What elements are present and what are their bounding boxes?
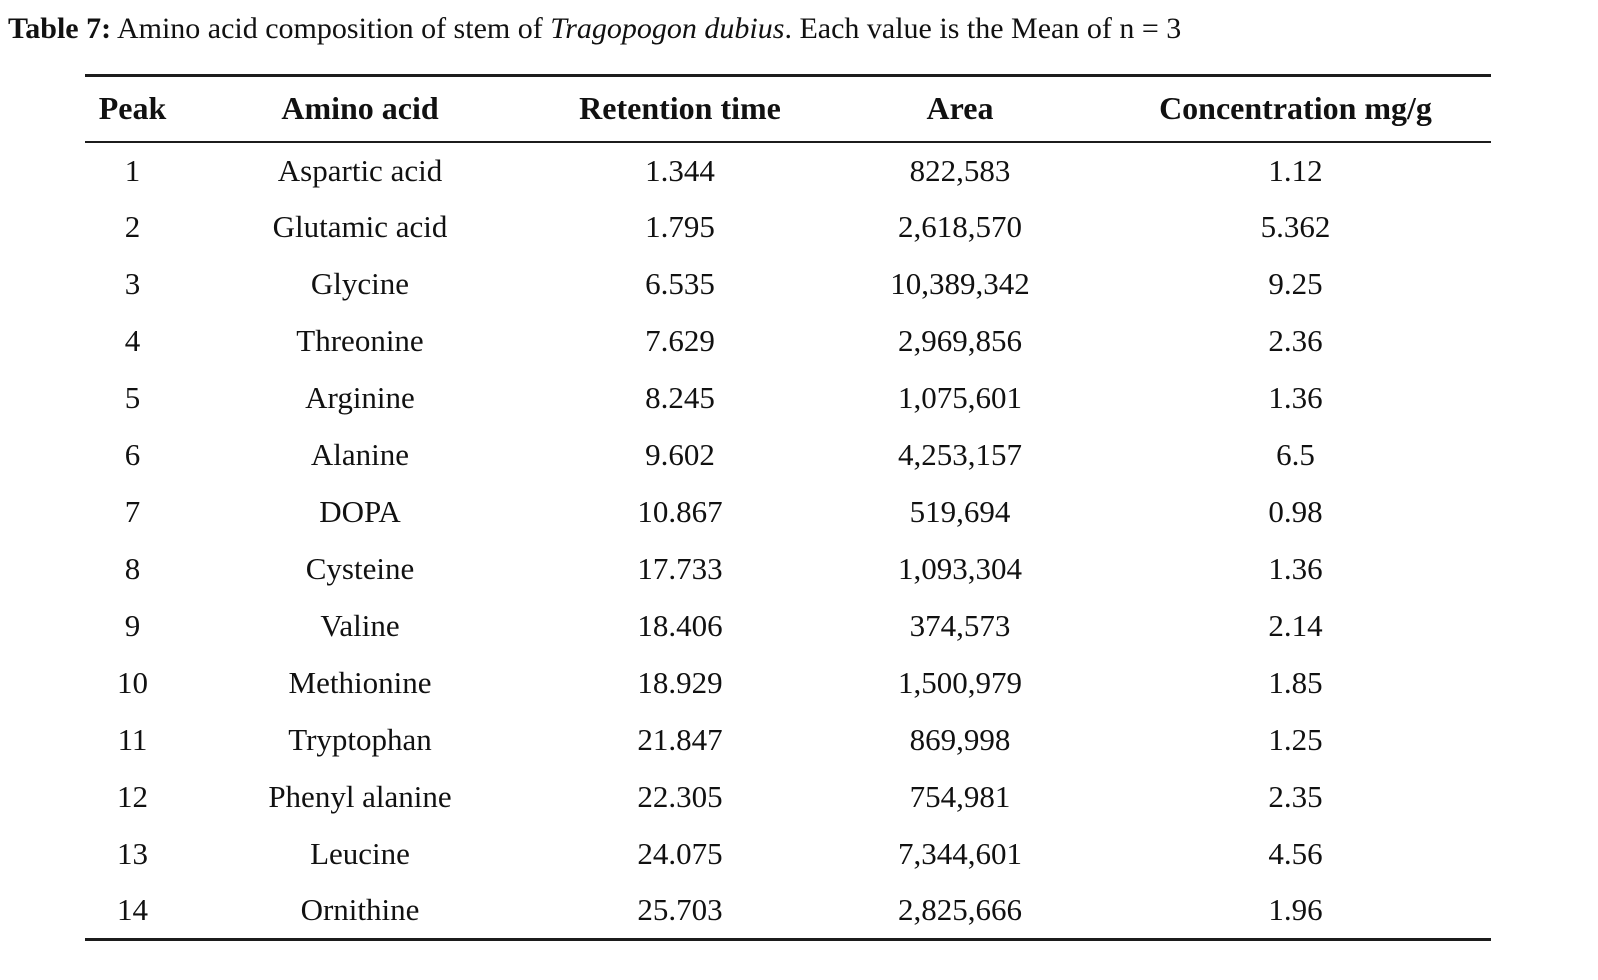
cell-area: 1,093,304 <box>898 551 1022 586</box>
cell-concentration: 2.35 <box>1268 779 1323 814</box>
cell-concentration: 1.96 <box>1268 892 1323 928</box>
cell-concentration: 1.36 <box>1268 380 1323 415</box>
cell-retention-time: 10.867 <box>637 494 723 529</box>
cell-concentration: 9.25 <box>1268 266 1323 301</box>
cell-area: 1,075,601 <box>898 380 1022 415</box>
cell-area: 4,253,157 <box>898 437 1022 472</box>
cell-concentration: 1.36 <box>1268 551 1323 586</box>
cell-peak: 10 <box>117 665 148 700</box>
cell-peak: 2 <box>124 209 141 244</box>
table-row <box>85 883 1491 940</box>
cell-amino-acid: Glycine <box>310 266 410 301</box>
cell-amino-acid: Cysteine <box>305 551 415 586</box>
table-row <box>85 256 1491 313</box>
table-row <box>85 313 1491 370</box>
cell-retention-time: 8.245 <box>645 380 715 415</box>
cell-concentration: 6.5 <box>1276 437 1315 472</box>
table-caption <box>0 0 1598 50</box>
cell-amino-acid: DOPA <box>319 494 401 529</box>
cell-retention-time: 17.733 <box>637 551 723 586</box>
cell-area: 869,998 <box>909 722 1011 757</box>
cell-retention-time: 7.629 <box>645 323 715 358</box>
table-row <box>85 712 1491 769</box>
cell-area: 374,573 <box>909 608 1011 643</box>
cell-retention-time: 18.929 <box>637 665 723 700</box>
cell-concentration: 0.98 <box>1268 494 1323 529</box>
cell-amino-acid: Aspartic acid <box>277 152 443 188</box>
cell-area: 519,694 <box>909 494 1011 529</box>
cell-peak: 5 <box>124 380 141 415</box>
cell-area: 10,389,342 <box>890 266 1030 301</box>
header-concentration: Concentration mg/g <box>1100 76 1491 142</box>
cell-peak: 6 <box>124 437 141 472</box>
cell-concentration: 2.36 <box>1268 323 1323 358</box>
cell-area: 7,344,601 <box>898 836 1022 871</box>
table-row <box>85 826 1491 883</box>
cell-amino-acid: Tryptophan <box>288 722 432 757</box>
table-caption-species: Tragopogon dubius <box>550 12 785 45</box>
cell-retention-time: 22.305 <box>637 779 723 814</box>
table-row <box>85 142 1491 199</box>
table-row <box>85 199 1491 256</box>
cell-concentration: 5.362 <box>1260 209 1331 244</box>
table-row <box>85 541 1491 598</box>
cell-area: 1,500,979 <box>898 665 1022 700</box>
cell-area: 822,583 <box>909 152 1011 188</box>
cell-retention-time: 25.703 <box>637 892 723 928</box>
cell-peak: 12 <box>117 779 148 814</box>
cell-peak: 13 <box>117 836 148 871</box>
cell-area: 754,981 <box>909 779 1011 814</box>
table-row <box>85 484 1491 541</box>
cell-amino-acid: Arginine <box>305 380 415 415</box>
header-retention-time: Retention time <box>540 76 820 142</box>
cell-retention-time: 1.795 <box>645 209 715 244</box>
table-row <box>85 769 1491 826</box>
table-row <box>85 370 1491 427</box>
cell-retention-time: 18.406 <box>637 608 723 643</box>
cell-concentration: 4.56 <box>1268 836 1323 871</box>
cell-amino-acid: Valine <box>320 608 400 643</box>
cell-concentration: 1.85 <box>1268 665 1323 700</box>
cell-peak: 9 <box>124 608 141 643</box>
cell-peak: 14 <box>117 892 148 928</box>
cell-concentration: 2.14 <box>1268 608 1323 643</box>
header-peak: Peak <box>85 76 180 142</box>
amino-acid-table <box>85 74 1491 941</box>
cell-amino-acid: Ornithine <box>300 892 420 928</box>
cell-area: 2,969,856 <box>898 323 1022 358</box>
cell-concentration: 1.12 <box>1268 152 1323 188</box>
cell-retention-time: 21.847 <box>637 722 723 757</box>
cell-amino-acid: Glutamic acid <box>272 209 448 244</box>
cell-concentration: 1.25 <box>1268 722 1323 757</box>
cell-amino-acid: Alanine <box>310 437 410 472</box>
cell-area: 2,618,570 <box>898 209 1022 244</box>
cell-peak: 8 <box>124 551 141 586</box>
cell-amino-acid: Threonine <box>296 323 424 358</box>
cell-amino-acid: Phenyl alanine <box>268 779 452 814</box>
table-row <box>85 655 1491 712</box>
table-row <box>85 598 1491 655</box>
table-row <box>85 427 1491 484</box>
cell-peak: 11 <box>117 722 148 757</box>
cell-peak: 7 <box>124 494 141 529</box>
table-header-row <box>85 76 1491 142</box>
cell-peak: 3 <box>124 266 141 301</box>
cell-retention-time: 6.535 <box>645 266 715 301</box>
cell-retention-time: 24.075 <box>637 836 723 871</box>
table-caption-text: Amino acid composition of stem of <box>111 12 551 45</box>
cell-peak: 4 <box>124 323 141 358</box>
cell-retention-time: 1.344 <box>645 152 715 188</box>
cell-amino-acid: Leucine <box>310 836 410 871</box>
cell-amino-acid: Methionine <box>288 665 432 700</box>
table-caption-label: Table 7: <box>8 12 112 45</box>
cell-area: 2,825,666 <box>898 892 1022 928</box>
cell-retention-time: 9.602 <box>645 437 715 472</box>
table-caption-tail: . Each value is the Mean of n = 3 <box>784 12 1182 45</box>
header-area: Area <box>820 76 1100 142</box>
cell-peak: 1 <box>124 152 141 188</box>
header-amino-acid: Amino acid <box>180 76 540 142</box>
